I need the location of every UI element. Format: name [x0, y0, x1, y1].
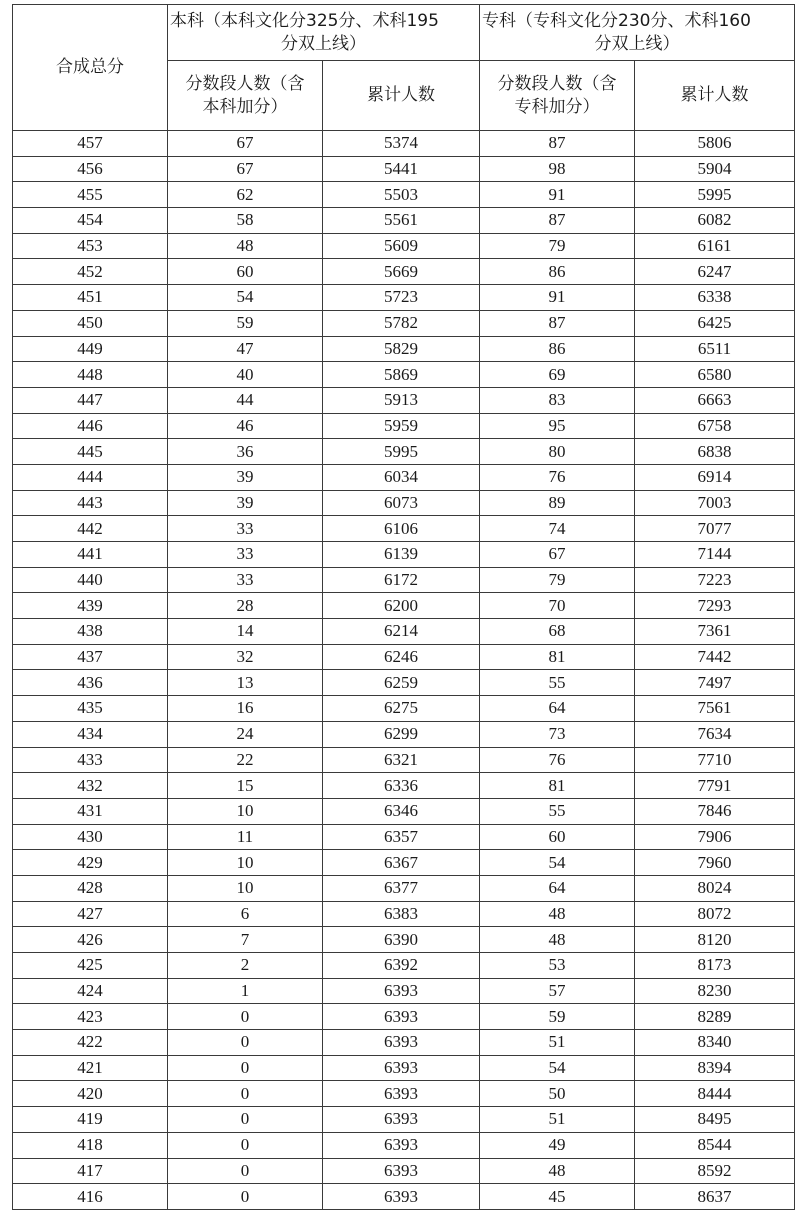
benke-count-cell: 33 — [168, 516, 323, 542]
benke-cumulative-cell: 5374 — [323, 131, 480, 157]
benke-cumulative-cell: 5669 — [323, 259, 480, 285]
zhuanke-cumulative-cell: 8544 — [635, 1132, 795, 1158]
table-row — [13, 567, 795, 593]
benke-count-cell: 0 — [168, 1030, 323, 1056]
score-cell: 437 — [13, 644, 168, 670]
header-zhuanke-count-line1: 分数段人数（含 — [497, 73, 617, 94]
table-row — [13, 644, 795, 670]
score-cell: 421 — [13, 1055, 168, 1081]
score-cell: 453 — [13, 233, 168, 259]
benke-cumulative-cell: 5913 — [323, 387, 480, 413]
benke-count-cell: 13 — [168, 670, 323, 696]
benke-cumulative-cell: 6393 — [323, 1055, 480, 1081]
zhuanke-cumulative-cell: 7003 — [635, 490, 795, 516]
header-benke-count-line1: 分数段人数（含 — [185, 73, 305, 94]
table-row — [13, 182, 795, 208]
header-benke-group — [168, 5, 480, 61]
zhuanke-count-cell: 86 — [480, 336, 635, 362]
table-row — [13, 542, 795, 568]
zhuanke-count-cell: 49 — [480, 1132, 635, 1158]
zhuanke-cumulative-cell: 7442 — [635, 644, 795, 670]
benke-count-cell: 59 — [168, 310, 323, 336]
zhuanke-count-cell: 76 — [480, 747, 635, 773]
zhuanke-count-cell: 89 — [480, 490, 635, 516]
table-row — [13, 670, 795, 696]
zhuanke-cumulative-cell: 6247 — [635, 259, 795, 285]
score-cell: 419 — [13, 1107, 168, 1133]
zhuanke-count-cell: 45 — [480, 1184, 635, 1210]
benke-count-cell: 22 — [168, 747, 323, 773]
header-zhuanke-group — [480, 5, 795, 61]
zhuanke-cumulative-cell: 7634 — [635, 721, 795, 747]
zhuanke-count-cell: 79 — [480, 567, 635, 593]
zhuanke-count-cell: 70 — [480, 593, 635, 619]
benke-count-cell: 1 — [168, 978, 323, 1004]
benke-cumulative-cell: 5829 — [323, 336, 480, 362]
header-benke-count-line2: 本科加分） — [202, 96, 288, 117]
benke-cumulative-cell: 6393 — [323, 1107, 480, 1133]
zhuanke-count-cell: 87 — [480, 131, 635, 157]
benke-cumulative-cell: 6393 — [323, 978, 480, 1004]
benke-cumulative-cell: 5561 — [323, 208, 480, 234]
table-row — [13, 1030, 795, 1056]
score-cell: 435 — [13, 696, 168, 722]
zhuanke-count-cell: 91 — [480, 285, 635, 311]
benke-cumulative-cell: 6383 — [323, 901, 480, 927]
score-cell: 452 — [13, 259, 168, 285]
header-benke-title-line2: 分双上线） — [281, 33, 366, 54]
benke-count-cell: 44 — [168, 387, 323, 413]
benke-count-cell: 0 — [168, 1158, 323, 1184]
score-cell: 420 — [13, 1081, 168, 1107]
benke-cumulative-cell: 6393 — [323, 1158, 480, 1184]
benke-count-cell: 33 — [168, 567, 323, 593]
benke-count-cell: 60 — [168, 259, 323, 285]
benke-cumulative-cell: 6377 — [323, 875, 480, 901]
zhuanke-cumulative-cell: 6338 — [635, 285, 795, 311]
zhuanke-cumulative-cell: 7791 — [635, 773, 795, 799]
zhuanke-cumulative-cell: 5904 — [635, 156, 795, 182]
header-zhuanke-cumulative: 累计人数 — [635, 61, 795, 131]
zhuanke-cumulative-cell: 8024 — [635, 875, 795, 901]
benke-cumulative-cell: 6139 — [323, 542, 480, 568]
zhuanke-cumulative-cell: 7497 — [635, 670, 795, 696]
zhuanke-cumulative-cell: 6838 — [635, 439, 795, 465]
score-cell: 443 — [13, 490, 168, 516]
benke-cumulative-cell: 6346 — [323, 798, 480, 824]
header-zhuanke-title-line2: 分双上线） — [594, 33, 680, 54]
benke-count-cell: 7 — [168, 927, 323, 953]
table-row — [13, 387, 795, 413]
zhuanke-count-cell: 48 — [480, 901, 635, 927]
benke-count-cell: 67 — [168, 131, 323, 157]
table-row — [13, 978, 795, 1004]
zhuanke-count-cell: 60 — [480, 824, 635, 850]
score-cell: 457 — [13, 131, 168, 157]
score-cell: 431 — [13, 798, 168, 824]
table-row — [13, 1184, 795, 1210]
table-row — [13, 490, 795, 516]
zhuanke-count-cell: 55 — [480, 798, 635, 824]
header-benke-cumulative: 累计人数 — [323, 61, 480, 131]
zhuanke-cumulative-cell: 8592 — [635, 1158, 795, 1184]
table-row — [13, 875, 795, 901]
benke-cumulative-cell: 6357 — [323, 824, 480, 850]
benke-count-cell: 39 — [168, 490, 323, 516]
zhuanke-cumulative-cell: 7846 — [635, 798, 795, 824]
table-row — [13, 619, 795, 645]
benke-count-cell: 0 — [168, 1107, 323, 1133]
zhuanke-cumulative-cell: 7960 — [635, 850, 795, 876]
benke-count-cell: 16 — [168, 696, 323, 722]
zhuanke-count-cell: 83 — [480, 387, 635, 413]
benke-count-cell: 46 — [168, 413, 323, 439]
score-cell: 434 — [13, 721, 168, 747]
benke-cumulative-cell: 6393 — [323, 1081, 480, 1107]
benke-count-cell: 67 — [168, 156, 323, 182]
benke-count-cell: 36 — [168, 439, 323, 465]
table-row — [13, 1107, 795, 1133]
table-row — [13, 773, 795, 799]
zhuanke-count-cell: 81 — [480, 644, 635, 670]
score-cell: 450 — [13, 310, 168, 336]
benke-cumulative-cell: 6367 — [323, 850, 480, 876]
score-cell: 445 — [13, 439, 168, 465]
table-row — [13, 516, 795, 542]
benke-count-cell: 0 — [168, 1184, 323, 1210]
zhuanke-cumulative-cell: 8120 — [635, 927, 795, 953]
zhuanke-count-cell: 76 — [480, 464, 635, 490]
zhuanke-count-cell: 74 — [480, 516, 635, 542]
zhuanke-count-cell: 50 — [480, 1081, 635, 1107]
benke-cumulative-cell: 6200 — [323, 593, 480, 619]
table-row — [13, 798, 795, 824]
benke-cumulative-cell: 6246 — [323, 644, 480, 670]
benke-cumulative-cell: 5959 — [323, 413, 480, 439]
zhuanke-count-cell: 95 — [480, 413, 635, 439]
score-cell: 425 — [13, 953, 168, 979]
zhuanke-cumulative-cell: 7710 — [635, 747, 795, 773]
benke-count-cell: 58 — [168, 208, 323, 234]
zhuanke-cumulative-cell: 8394 — [635, 1055, 795, 1081]
score-cell: 433 — [13, 747, 168, 773]
zhuanke-count-cell: 87 — [480, 310, 635, 336]
benke-cumulative-cell: 5723 — [323, 285, 480, 311]
score-cell: 451 — [13, 285, 168, 311]
zhuanke-count-cell: 64 — [480, 875, 635, 901]
zhuanke-count-cell: 87 — [480, 208, 635, 234]
benke-cumulative-cell: 6073 — [323, 490, 480, 516]
zhuanke-cumulative-cell: 8637 — [635, 1184, 795, 1210]
benke-cumulative-cell: 5995 — [323, 439, 480, 465]
zhuanke-count-cell: 98 — [480, 156, 635, 182]
zhuanke-cumulative-cell: 7561 — [635, 696, 795, 722]
table-row — [13, 1055, 795, 1081]
zhuanke-cumulative-cell: 8340 — [635, 1030, 795, 1056]
zhuanke-count-cell: 51 — [480, 1030, 635, 1056]
benke-count-cell: 40 — [168, 362, 323, 388]
zhuanke-cumulative-cell: 8289 — [635, 1004, 795, 1030]
zhuanke-cumulative-cell: 6914 — [635, 464, 795, 490]
zhuanke-cumulative-cell: 7293 — [635, 593, 795, 619]
benke-cumulative-cell: 6259 — [323, 670, 480, 696]
zhuanke-count-cell: 91 — [480, 182, 635, 208]
table-header — [13, 5, 795, 131]
benke-cumulative-cell: 6392 — [323, 953, 480, 979]
zhuanke-cumulative-cell: 6511 — [635, 336, 795, 362]
score-cell: 449 — [13, 336, 168, 362]
benke-cumulative-cell: 6106 — [323, 516, 480, 542]
zhuanke-count-cell: 59 — [480, 1004, 635, 1030]
header-benke-count — [168, 61, 323, 131]
score-cell: 416 — [13, 1184, 168, 1210]
zhuanke-cumulative-cell: 7223 — [635, 567, 795, 593]
benke-count-cell: 0 — [168, 1132, 323, 1158]
table-row — [13, 747, 795, 773]
benke-count-cell: 28 — [168, 593, 323, 619]
table-row — [13, 362, 795, 388]
benke-count-cell: 14 — [168, 619, 323, 645]
benke-count-cell: 62 — [168, 182, 323, 208]
zhuanke-count-cell: 79 — [480, 233, 635, 259]
benke-count-cell: 6 — [168, 901, 323, 927]
table-row — [13, 439, 795, 465]
table-row — [13, 953, 795, 979]
benke-count-cell: 39 — [168, 464, 323, 490]
table-row — [13, 850, 795, 876]
benke-count-cell: 2 — [168, 953, 323, 979]
benke-count-cell: 54 — [168, 285, 323, 311]
score-cell: 423 — [13, 1004, 168, 1030]
header-zhuanke-count — [480, 61, 635, 131]
benke-cumulative-cell: 5441 — [323, 156, 480, 182]
table-row — [13, 1132, 795, 1158]
zhuanke-cumulative-cell: 8072 — [635, 901, 795, 927]
benke-cumulative-cell: 6172 — [323, 567, 480, 593]
benke-cumulative-cell: 6275 — [323, 696, 480, 722]
zhuanke-cumulative-cell: 5806 — [635, 131, 795, 157]
zhuanke-cumulative-cell: 6425 — [635, 310, 795, 336]
score-cell: 454 — [13, 208, 168, 234]
table-row — [13, 593, 795, 619]
table-row — [13, 1158, 795, 1184]
benke-cumulative-cell: 6034 — [323, 464, 480, 490]
score-cell: 429 — [13, 850, 168, 876]
header-zhuanke-title-line1: 专科（专科文化分230分、术科160 — [482, 10, 751, 31]
zhuanke-cumulative-cell: 7077 — [635, 516, 795, 542]
zhuanke-cumulative-cell: 6663 — [635, 387, 795, 413]
score-cell: 440 — [13, 567, 168, 593]
score-cell: 448 — [13, 362, 168, 388]
zhuanke-count-cell: 55 — [480, 670, 635, 696]
benke-count-cell: 10 — [168, 798, 323, 824]
score-cell: 428 — [13, 875, 168, 901]
zhuanke-cumulative-cell: 7361 — [635, 619, 795, 645]
zhuanke-count-cell: 67 — [480, 542, 635, 568]
table-row — [13, 1004, 795, 1030]
score-cell: 455 — [13, 182, 168, 208]
table-row — [13, 1081, 795, 1107]
score-cell: 442 — [13, 516, 168, 542]
zhuanke-cumulative-cell: 8173 — [635, 953, 795, 979]
score-cell: 438 — [13, 619, 168, 645]
score-cell: 446 — [13, 413, 168, 439]
table-row — [13, 336, 795, 362]
table-row — [13, 233, 795, 259]
benke-count-cell: 10 — [168, 850, 323, 876]
score-cell: 418 — [13, 1132, 168, 1158]
zhuanke-count-cell: 69 — [480, 362, 635, 388]
benke-cumulative-cell: 5782 — [323, 310, 480, 336]
table-row — [13, 259, 795, 285]
table-row — [13, 464, 795, 490]
zhuanke-count-cell: 80 — [480, 439, 635, 465]
benke-count-cell: 0 — [168, 1004, 323, 1030]
table-row — [13, 131, 795, 157]
zhuanke-count-cell: 81 — [480, 773, 635, 799]
zhuanke-count-cell: 48 — [480, 1158, 635, 1184]
table-body — [13, 131, 795, 1210]
table-row — [13, 156, 795, 182]
score-cell: 439 — [13, 593, 168, 619]
benke-count-cell: 32 — [168, 644, 323, 670]
header-benke-title-line1: 本科（本科文化分325分、术科195 — [170, 10, 439, 31]
zhuanke-count-cell: 53 — [480, 953, 635, 979]
benke-cumulative-cell: 6393 — [323, 1184, 480, 1210]
benke-count-cell: 24 — [168, 721, 323, 747]
header-zhuanke-count-line2: 专科加分） — [514, 96, 600, 117]
score-distribution-table — [12, 4, 795, 1210]
benke-count-cell: 48 — [168, 233, 323, 259]
table-row — [13, 927, 795, 953]
score-cell: 417 — [13, 1158, 168, 1184]
zhuanke-cumulative-cell: 5995 — [635, 182, 795, 208]
table-row — [13, 901, 795, 927]
zhuanke-cumulative-cell: 6161 — [635, 233, 795, 259]
benke-cumulative-cell: 6393 — [323, 1004, 480, 1030]
table-row — [13, 824, 795, 850]
zhuanke-cumulative-cell: 7144 — [635, 542, 795, 568]
score-cell: 427 — [13, 901, 168, 927]
header-total-score: 合成总分 — [13, 5, 168, 131]
score-cell: 444 — [13, 464, 168, 490]
benke-count-cell: 15 — [168, 773, 323, 799]
zhuanke-cumulative-cell: 6580 — [635, 362, 795, 388]
table-row — [13, 208, 795, 234]
table-row — [13, 696, 795, 722]
score-cell: 432 — [13, 773, 168, 799]
benke-cumulative-cell: 6393 — [323, 1030, 480, 1056]
benke-count-cell: 0 — [168, 1081, 323, 1107]
score-cell: 424 — [13, 978, 168, 1004]
benke-cumulative-cell: 6336 — [323, 773, 480, 799]
zhuanke-cumulative-cell: 7906 — [635, 824, 795, 850]
zhuanke-count-cell: 64 — [480, 696, 635, 722]
zhuanke-cumulative-cell: 6082 — [635, 208, 795, 234]
score-cell: 422 — [13, 1030, 168, 1056]
benke-count-cell: 11 — [168, 824, 323, 850]
benke-cumulative-cell: 5869 — [323, 362, 480, 388]
table-row — [13, 285, 795, 311]
zhuanke-count-cell: 54 — [480, 850, 635, 876]
benke-count-cell: 47 — [168, 336, 323, 362]
zhuanke-cumulative-cell: 8444 — [635, 1081, 795, 1107]
table-row — [13, 413, 795, 439]
zhuanke-count-cell: 51 — [480, 1107, 635, 1133]
benke-cumulative-cell: 6393 — [323, 1132, 480, 1158]
zhuanke-count-cell: 73 — [480, 721, 635, 747]
benke-cumulative-cell: 6321 — [323, 747, 480, 773]
score-cell: 426 — [13, 927, 168, 953]
score-cell: 456 — [13, 156, 168, 182]
benke-cumulative-cell: 6390 — [323, 927, 480, 953]
benke-count-cell: 0 — [168, 1055, 323, 1081]
score-cell: 441 — [13, 542, 168, 568]
benke-cumulative-cell: 6214 — [323, 619, 480, 645]
table-row — [13, 310, 795, 336]
zhuanke-count-cell: 57 — [480, 978, 635, 1004]
benke-cumulative-cell: 6299 — [323, 721, 480, 747]
score-cell: 447 — [13, 387, 168, 413]
score-cell: 430 — [13, 824, 168, 850]
zhuanke-count-cell: 54 — [480, 1055, 635, 1081]
zhuanke-count-cell: 68 — [480, 619, 635, 645]
benke-cumulative-cell: 5503 — [323, 182, 480, 208]
zhuanke-cumulative-cell: 8495 — [635, 1107, 795, 1133]
score-cell: 436 — [13, 670, 168, 696]
benke-cumulative-cell: 5609 — [323, 233, 480, 259]
zhuanke-cumulative-cell: 6758 — [635, 413, 795, 439]
zhuanke-count-cell: 86 — [480, 259, 635, 285]
benke-count-cell: 10 — [168, 875, 323, 901]
zhuanke-cumulative-cell: 8230 — [635, 978, 795, 1004]
zhuanke-count-cell: 48 — [480, 927, 635, 953]
benke-count-cell: 33 — [168, 542, 323, 568]
table-row — [13, 721, 795, 747]
